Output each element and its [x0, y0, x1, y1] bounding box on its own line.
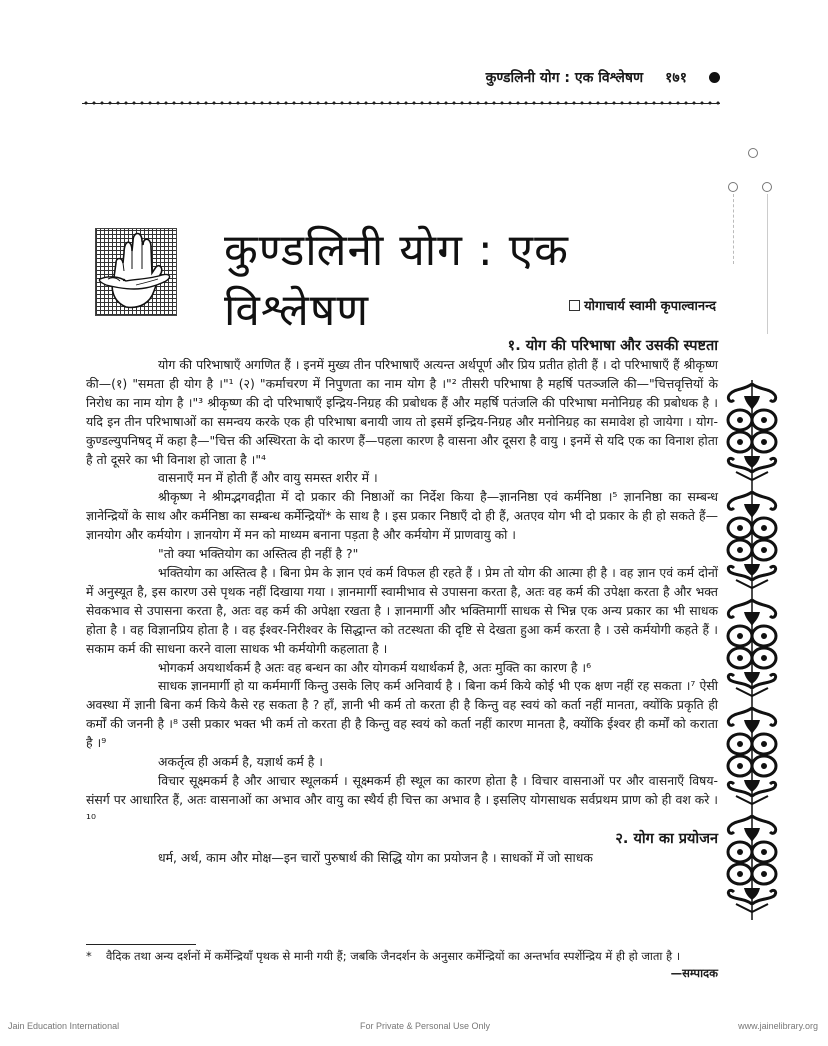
bullet-dot-icon: [709, 72, 720, 83]
paragraph: श्रीकृष्ण ने श्रीमद्भगवद्गीता में दो प्रकार की निष्ठाओं का निर्देश किया है—ज्ञाननिष्ठा एवं कर्मनिष्ठा ।⁵ ज्ञाननिष्ठा का सम्बन्ध ज्ञानेन्द्रियों के साथ और कर्मनिष्ठा का सम्बन्ध कर्मेन्द्रियों* के साथ है । इस प्रकार निष्ठाएँ दो ही हैं, अतएव योग भी दो प्रकार के ही हो सकते हैं—ज्ञानयोग और कर्मयोग । ज्ञानयोग में मन को माध्यम बनाना पड़ता है और कर्मयोग में प्राणवायु को ।: [86, 489, 718, 543]
binder-hole-icon: [748, 148, 758, 158]
faint-line: [767, 194, 768, 334]
checkbox-square-icon: [569, 300, 580, 311]
footnote-signature: —सम्पादक: [670, 966, 718, 980]
paragraph: भोगकर्म अयथार्थकर्म है अतः वह बन्धन का और योगकर्म यथार्थकर्म है, अतः मुक्ति का कारण है ।⁶: [158, 659, 592, 675]
article-title: कुण्डलिनी योग : एक विश्लेषण: [224, 225, 569, 336]
running-head-title: कुण्डलिनी योग : एक विश्लेषण: [485, 69, 644, 86]
paragraph: भक्तियोग का अस्तित्व है । बिना प्रेम के ज्ञान एवं कर्म विफल ही रहते हैं । प्रेम तो योग की आत्मा ही है । वह ज्ञान एवं कर्म दोनों में अनुस्यूत है, इस कारण उसे पृथक नहीं दिखाया गया । ज्ञानमार्गी स्वामीभाव से उपासना करता है, अतः वह कर्म की उपेक्षा करता है और भक्त सेवकभाव से उपासना करता है, अतः वह कर्म की अपेक्षा रखता है । ज्ञानमार्गी और भक्तिमार्गी साधक से भिन्न एक अन्य प्रकार का भी साधक होता है । वह विज्ञानप्रिय होता है । वह ईश्वर-निरीश्वर के सिद्धान्त को तटस्थता की दृष्टि से देखता हुआ कर्म करता है । उसे कर्मयोगी कहते हैं । सकाम कर्म की साधना करने वाला साधक भी कर्मयोगी कहलाता है ।: [86, 564, 718, 656]
section-heading: १. योग की परिभाषा और उसकी स्पष्टता: [507, 338, 718, 354]
paragraph: धर्म, अर्थ, काम और मोक्ष—इन चारों पुरुषार्थ की सिद्धि योग का प्रयोजन है । साधकों में जो साधक: [158, 849, 593, 865]
footer-left: Jain Education International: [8, 1021, 120, 1031]
binder-hole-icon: [728, 182, 738, 192]
paragraph: साधक ज्ञानमार्गी हो या कर्ममार्गी किन्तु उसके लिए कर्म अनिवार्य है । बिना कर्म किये कोई भी एक क्षण नहीं रह सकता ।⁷ ऐसी अवस्था में ज्ञानी बिना कर्म किये कैसे रह सकता है ? हाँ, ज्ञानी भी कर्म तो करता ही है किन्तु वह स्वयं को कर्ता नहीं मानता, क्योंकि प्रकृति ही कर्मों की जननी है ।⁸ उसी प्रकार भक्त भी कर्म तो करता ही है किन्तु वह स्वयं को कर्ता नहीं कारण मानता है, क्योंकि ईश्वर ही कर्मों को कराता है ।⁹: [86, 678, 718, 751]
author-name: योगाचार्य स्वामी कृपाल्वानन्द: [584, 299, 716, 314]
author-byline: [480, 296, 716, 314]
decorative-dotted-rule: [82, 101, 720, 105]
binder-hole-icon: [762, 182, 772, 192]
footnote: [86, 948, 718, 982]
faint-line: [733, 194, 734, 264]
binder-holes: [720, 148, 780, 208]
floral-ornament-border-icon: [722, 380, 782, 920]
footer-right-link[interactable]: www.jainelibrary.org: [738, 1021, 818, 1031]
paragraph: अकर्तृत्व ही अकर्म है, यज्ञार्थ कर्म है ।: [158, 754, 323, 770]
paragraph: वासनाएँ मन में होती हैं और वायु समस्त शरीर में ।: [158, 470, 378, 486]
running-head: [420, 66, 720, 88]
article-body: [86, 336, 718, 868]
footnote-text: वैदिक तथा अन्य दर्शनों में कर्मेन्द्रियाँ पृथक से मानी गयी हैं; जबकि जैनदर्शन के अनुसार कर्मेन्द्रियों का अन्तर्भाव स्पर्शेन्द्रिय में ही हो जाता है ।: [106, 949, 681, 963]
paragraph-quote: "तो क्या भक्तियोग का अस्तित्व ही नहीं है ?": [158, 546, 359, 562]
paragraph: योग की परिभाषाएँ अगणित हैं । इनमें मुख्य तीन परिभाषाएँ अत्यन्त अर्थपूर्ण और प्रिय प्रतीत होती हैं । दो परिभाषाएँ हैं श्रीकृष्ण की—(१) "समता ही योग है ।"¹ (२) "कर्माचरण में निपुणता का नाम योग है ।"² तीसरी परिभाषा है महर्षि पतञ्जलि की—"चित्तवृत्तियों के निरोध का नाम योग है ।"³ श्रीकृष्ण की दो परिभाषाएँ इन्द्रिय-निग्रह की प्रबोधक हैं और महर्षि पतंजलि की परिभाषा मनोनिग्रह की प्रबोधक है । यदि इन तीन परिभाषाओं का समन्वय करके एक ही परिभाषा बनायी जाय तो इसमें इन्द्रिय-निग्रह और मनोनिग्रह का समावेश हो जायेगा । योग-कुण्डल्युपनिषद् में कहा है—"चित्त की अस्थिरता के दो कारण हैं—पहला कारण है वासना और दूसरा है वायु । इनमें से यदि एक का विनाश होता है तो दूसरे का भी विनाश हो जाता है ।"⁴: [86, 357, 718, 467]
hand-with-dove-emblem-icon: [95, 228, 177, 316]
section-heading: २. योग का प्रयोजन: [615, 830, 718, 847]
footnote-divider: [86, 944, 196, 945]
footer-center: For Private & Personal Use Only: [360, 1021, 491, 1031]
page-number: १७१: [665, 69, 687, 86]
page-footer: [0, 1021, 828, 1035]
paragraph: विचार सूक्ष्मकर्म है और आचार स्थूलकर्म । सूक्ष्मकर्म ही स्थूल का कारण होता है । विचार वासनाओं पर और वासनाएँ विषय-संसर्ग पर आधारित हैं, अतः वासनाओं का अभाव और वायु का स्थैर्य ही चित्त का अभाव है । इसलिए योगसाधक सर्वप्रथम प्राण को ही वश करे ।¹⁰: [86, 772, 718, 826]
footnote-marker: *: [86, 949, 92, 963]
